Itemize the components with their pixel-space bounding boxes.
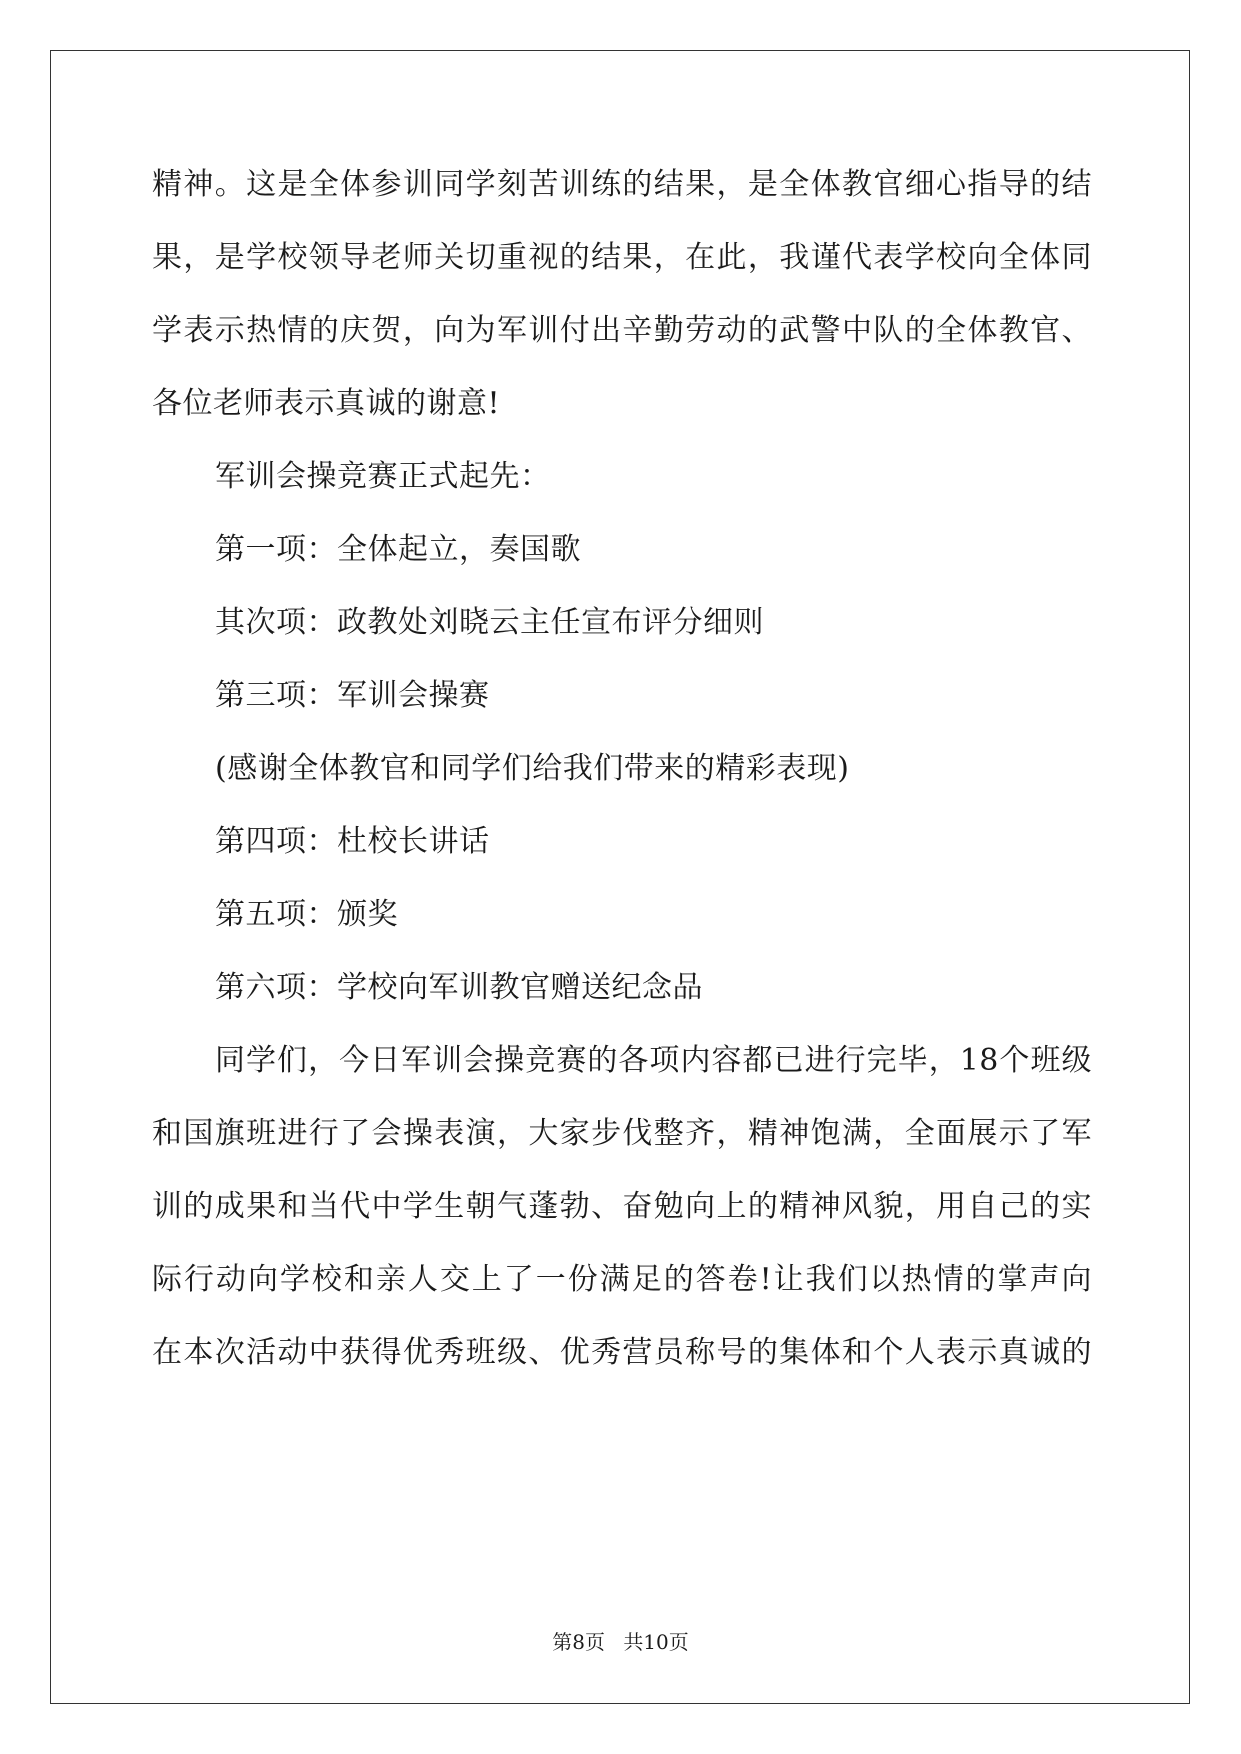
agenda-item-5: 第五项：颁奖 — [215, 897, 398, 932]
agenda-item-6: 第六项：学校向军训教官赠送纪念品 — [215, 970, 703, 1005]
agenda-item-2: 其次项：政教处刘晓云主任宣布评分细则 — [215, 605, 764, 640]
closing-line-1: 同学们，今日军训会操竞赛的各项内容都已进行完毕，18个班级 — [215, 1043, 1092, 1078]
page-border — [50, 50, 1190, 1704]
section-intro: 军训会操竞赛正式起先： — [215, 459, 551, 494]
text-line-4: 各位老师表示真诚的谢意! — [152, 386, 501, 421]
closing-line-3: 训的成果和当代中学生朝气蓬勃、奋勉向上的精神风貌，用自己的实 — [152, 1189, 1092, 1224]
closing-line-5: 在本次活动中获得优秀班级、优秀营员称号的集体和个人表示真诚的 — [152, 1335, 1092, 1370]
agenda-item-3: 第三项：军训会操赛 — [215, 678, 490, 713]
page-number: 第8页 — [552, 1630, 605, 1654]
agenda-note: (感谢全体教官和同学们给我们带来的精彩表现) — [215, 751, 850, 786]
text-line-1: 精神。这是全体参训同学刻苦训练的结果，是全体教官细心指导的结 — [152, 167, 1092, 202]
page-footer — [0, 1630, 1241, 1654]
closing-line-2: 和国旗班进行了会操表演，大家步伐整齐，精神饱满，全面展示了军 — [152, 1116, 1092, 1151]
agenda-item-1: 第一项：全体起立，奏国歌 — [215, 532, 581, 567]
agenda-item-4: 第四项：杜校长讲话 — [215, 824, 490, 859]
closing-line-4: 际行动向学校和亲人交上了一份满足的答卷!让我们以热情的掌声向 — [152, 1262, 1092, 1297]
text-line-2: 果，是学校领导老师关切重视的结果，在此，我谨代表学校向全体同 — [152, 240, 1092, 275]
text-line-3: 学表示热情的庆贺，向为军训付出辛勤劳动的武警中队的全体教官、 — [152, 313, 1092, 348]
page-total: 共10页 — [623, 1630, 689, 1654]
